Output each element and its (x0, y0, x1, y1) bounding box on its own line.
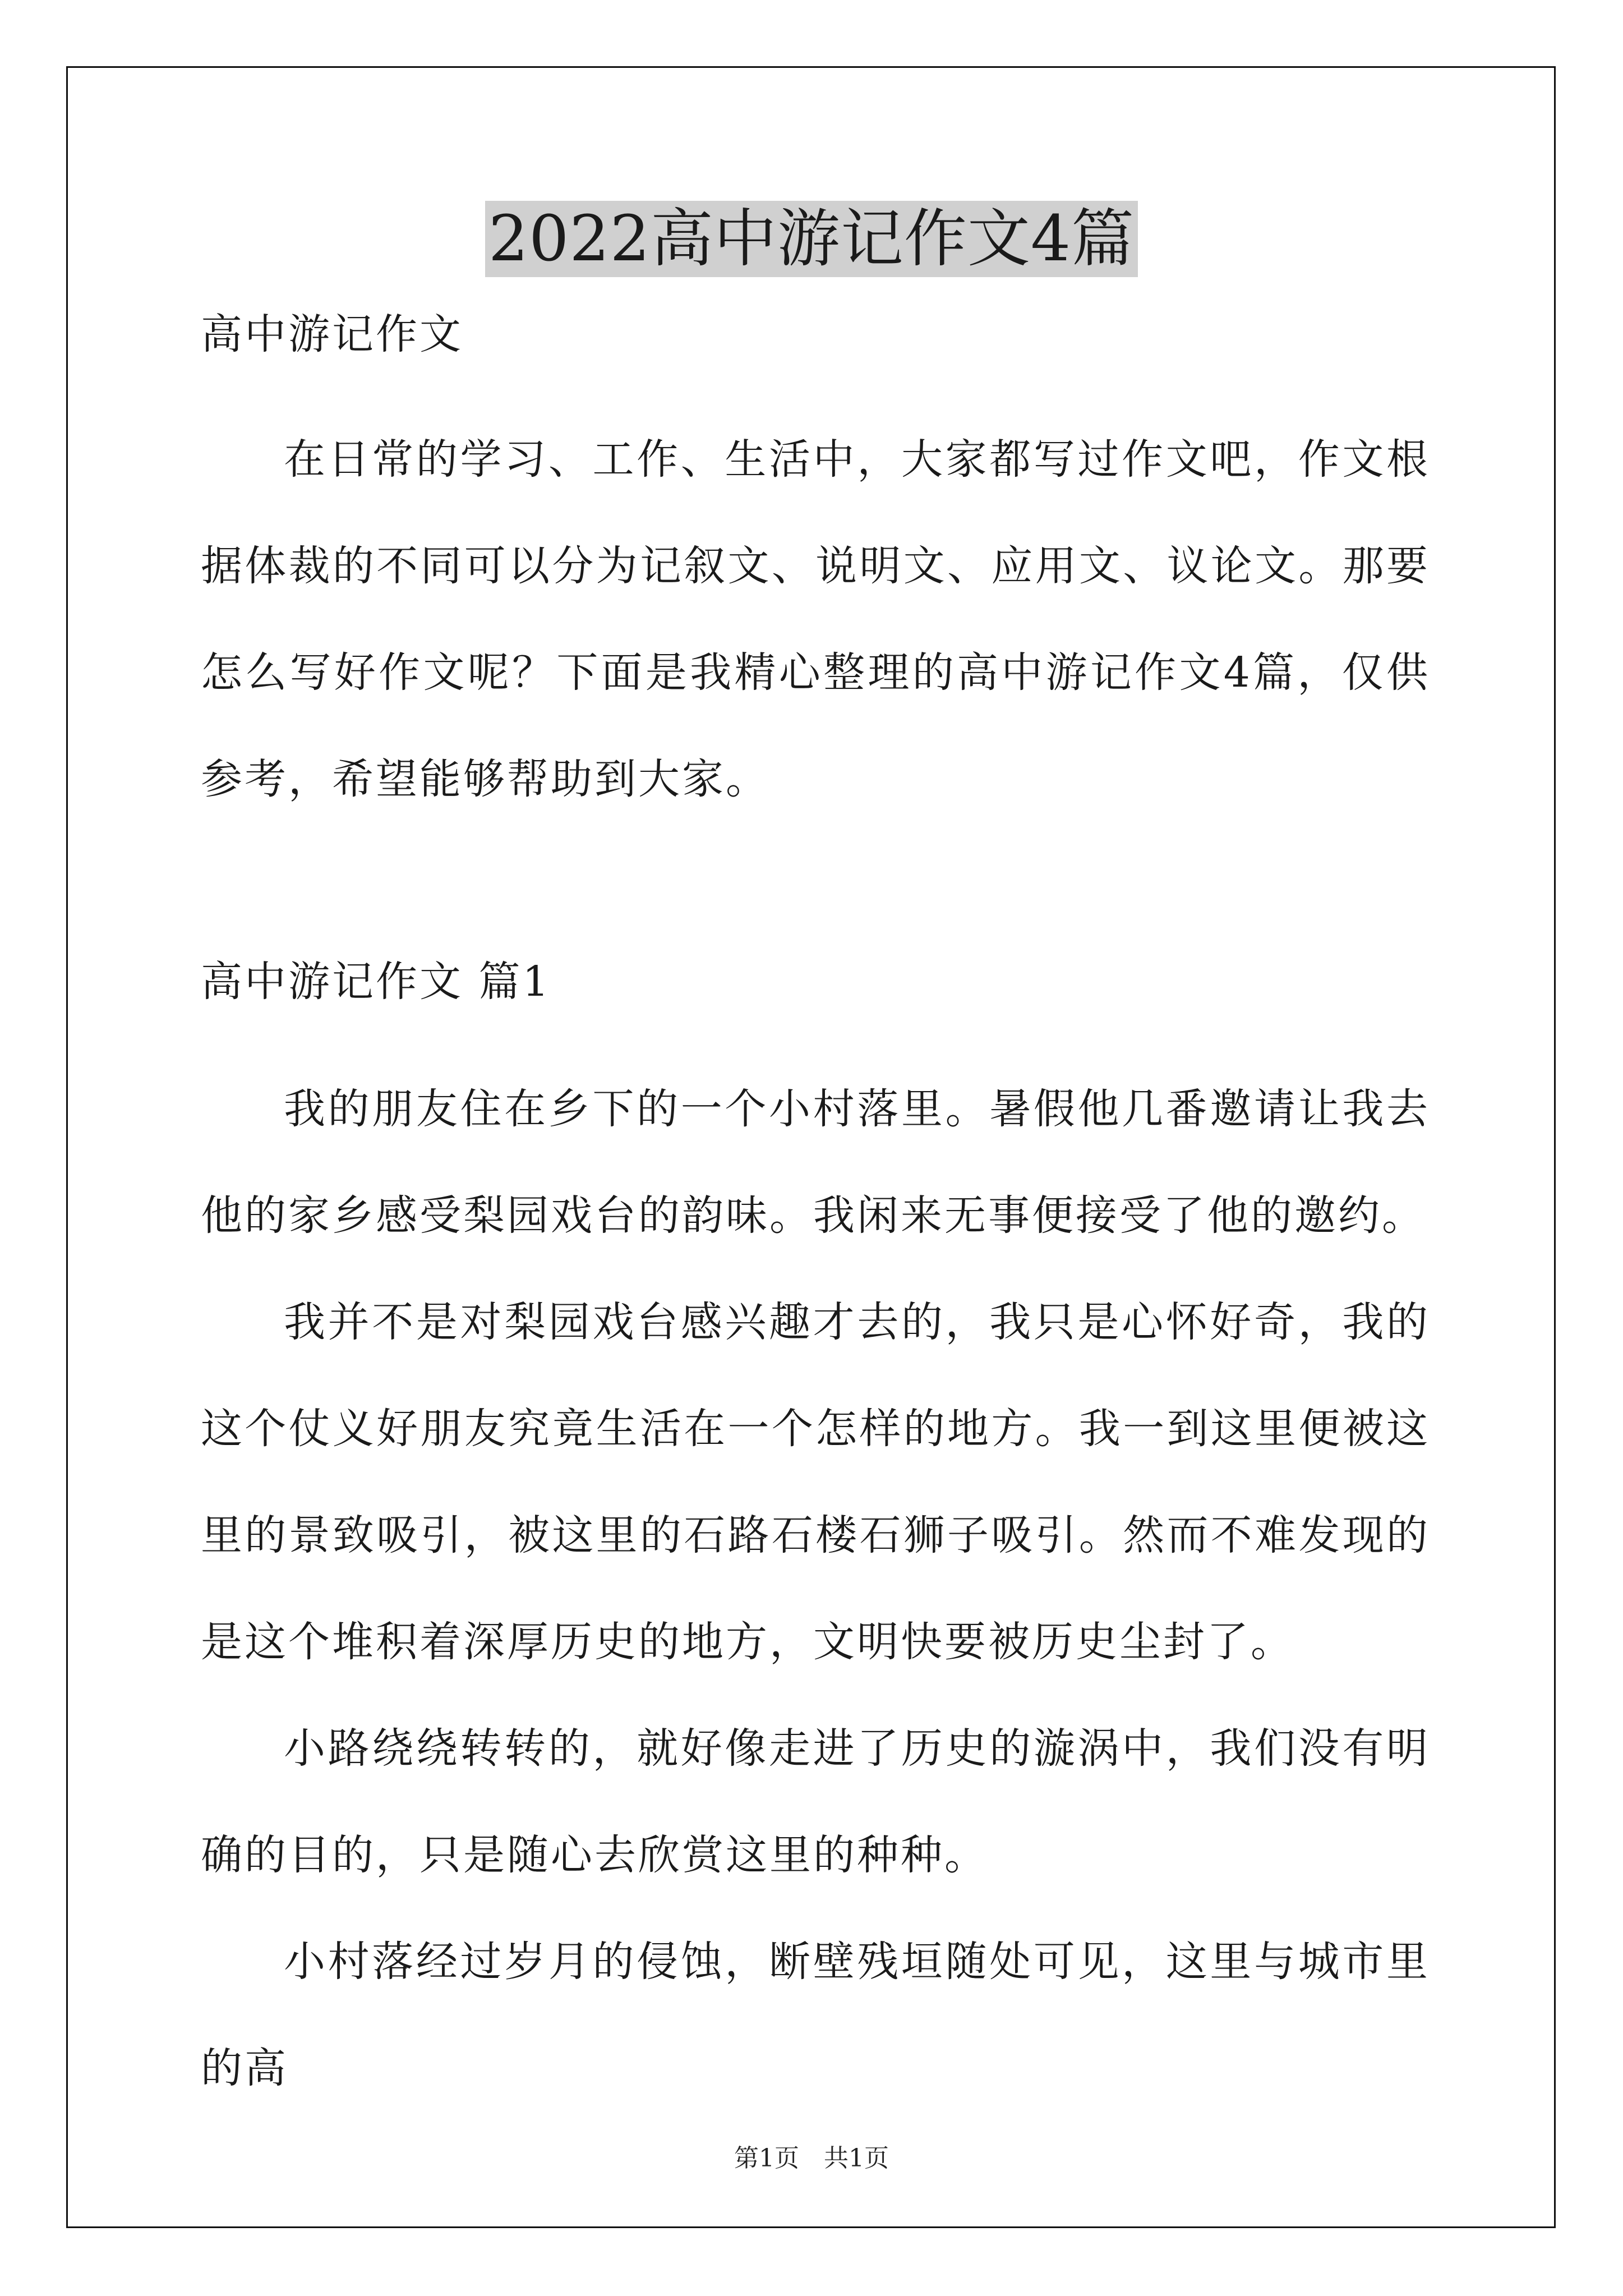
essay-heading: 高中游记作文 (201, 310, 463, 358)
page-footer: 第1页 共1页 (734, 2144, 889, 2173)
document-body (201, 307, 1430, 2122)
intro-paragraph: 在日常的学习、工作、生活中，大家都写过作文吧，作文根据体裁的不同可以分为记叙文、说明文、应用文、议论文。那要怎么写好作文呢？下面是我精心整理的高中游记作文4篇，仅供参考，希望能够帮助到大家。 (201, 435, 1430, 803)
document-title: 2022高中游记作文4篇 (485, 201, 1138, 277)
body-paragraph: 我并不是对梨园戏台感兴趣才去的，我只是心怀好奇，我的这个仗义好朋友究竟生活在一个怎样的地方。我一到这里便被这里的景致吸引，被这里的石路石楼石狮子吸引。然而不难发现的是这个堆积着深厚历史的地方，文明快要被历史尘封了。 (201, 1298, 1430, 1666)
body-paragraph: 我的朋友住在乡下的一个小村落里。暑假他几番邀请让我去他的家乡感受梨园戏台的韵味。我闲来无事便接受了他的邀约。 (201, 1085, 1430, 1240)
title-container (0, 201, 1623, 277)
body-paragraph: 小村落经过岁月的侵蚀，断壁残垣随处可见，这里与城市里的高 (201, 1938, 1430, 2092)
section-heading: 高中游记作文 篇1 (201, 958, 551, 1006)
body-paragraph: 小路绕绕转转的，就好像走进了历史的漩涡中，我们没有明确的目的，只是随心去欣赏这里的种种。 (201, 1724, 1430, 1879)
